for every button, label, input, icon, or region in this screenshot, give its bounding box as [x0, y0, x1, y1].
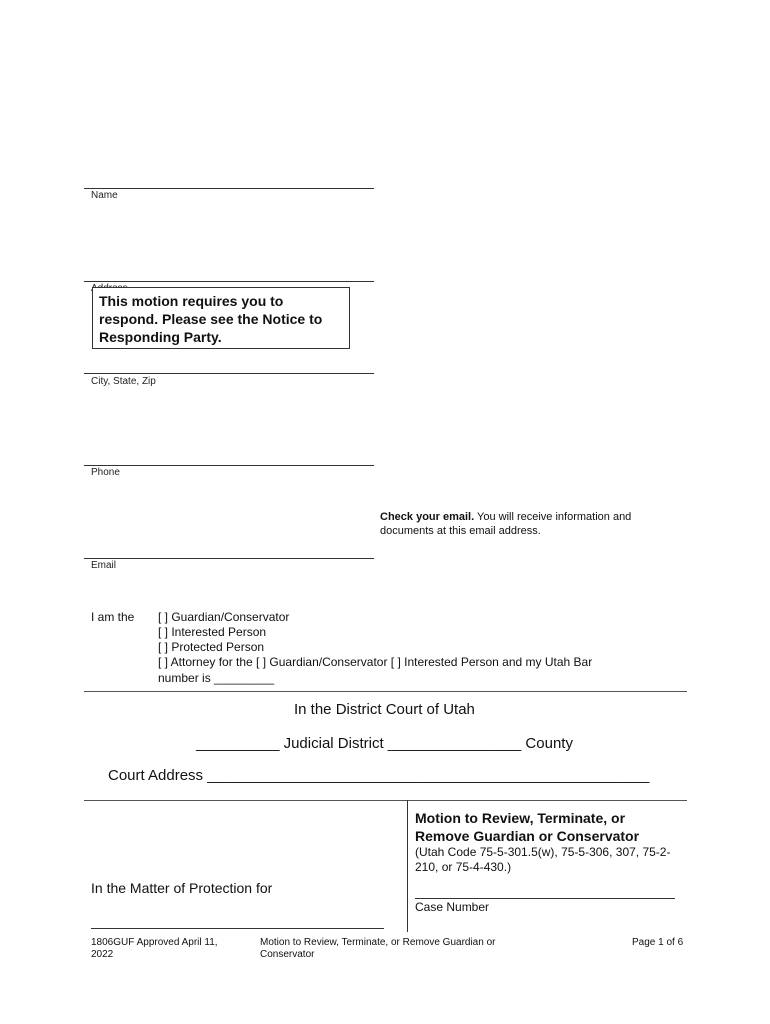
option-guardian-conservator[interactable]: [ ] Guardian/Conservator	[158, 610, 290, 624]
option-protected-person[interactable]: [ ] Protected Person	[158, 640, 265, 654]
name-line[interactable]	[84, 188, 374, 189]
i-am-label: I am the	[91, 610, 135, 624]
email-note-bold: Check your email.	[380, 511, 475, 523]
caption-vertical-divider	[407, 800, 408, 932]
matter-label: In the Matter of Protection for	[91, 880, 273, 896]
city-state-zip-label: City, State, Zip	[91, 376, 156, 387]
email-label: Email	[91, 560, 117, 571]
respond-notice-text: This motion requires you to respond. Please see the Notice to Responding Party.	[99, 293, 323, 345]
court-heading: In the District Court of Utah	[294, 701, 475, 718]
option-interested-person[interactable]: [ ] Interested Person	[158, 625, 267, 639]
respond-notice-box	[92, 287, 350, 349]
caption-divider	[84, 800, 687, 801]
section-divider-top	[84, 691, 687, 692]
phone-label: Phone	[91, 467, 120, 478]
name-label: Name	[91, 190, 118, 201]
statute-reference: (Utah Code 75-5-301.5(w), 75-5-306, 307, 75-2-210, or 75-4-430.)	[415, 845, 671, 874]
phone-line[interactable]	[84, 465, 374, 466]
email-note-text: You will receive information and documents at this email address.	[380, 511, 632, 537]
protected-person-name-line[interactable]	[91, 928, 384, 929]
bar-number-line[interactable]: number is _________	[158, 671, 275, 685]
motion-title: Motion to Review, Terminate, or Remove Guardian or Conservator	[415, 810, 640, 844]
court-address-line[interactable]: Court Address _____________________________________________________	[108, 767, 650, 784]
footer-form-title: Motion to Review, Terminate, or Remove Guardian or Conservator	[260, 937, 496, 960]
footer-form-id: 1806GUF Approved April 11, 2022	[91, 937, 218, 960]
case-number-label: Case Number	[415, 900, 490, 914]
email-note	[380, 510, 660, 538]
footer-page-number: Page 1 of 6	[632, 937, 684, 948]
city-state-zip-line[interactable]	[84, 373, 374, 374]
option-attorney[interactable]: [ ] Attorney for the [ ] Guardian/Conservator [ ] Interested Person and my Utah Bar	[158, 655, 593, 669]
email-line[interactable]	[84, 558, 374, 559]
address-line[interactable]	[84, 281, 374, 282]
case-number-line[interactable]	[415, 898, 675, 899]
district-county-line[interactable]: __________ Judicial District ________________ County	[196, 735, 573, 752]
